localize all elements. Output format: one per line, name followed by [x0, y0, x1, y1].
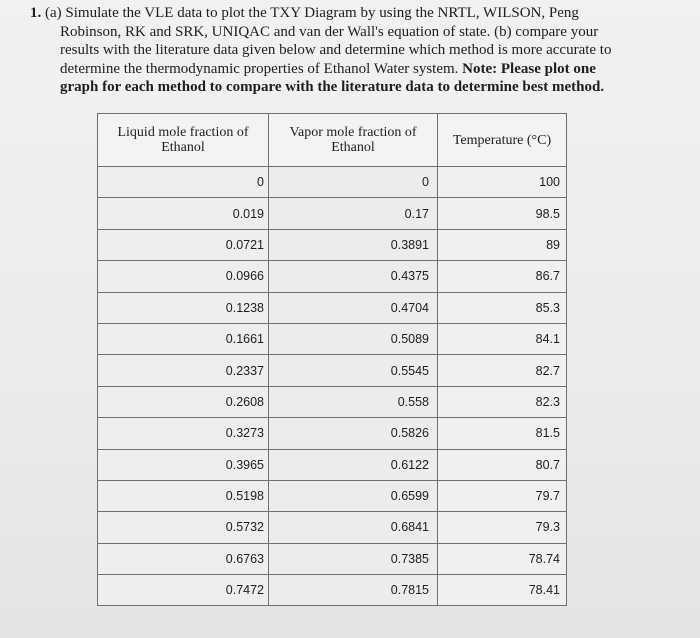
header-liquid-fraction: Liquid mole fraction of Ethanol [98, 114, 269, 167]
cell-liquid-fraction [98, 167, 269, 198]
cell-temperature [438, 480, 567, 511]
cell-vapor-fraction [269, 229, 438, 260]
question-note: Note: Please plot one [462, 60, 596, 77]
cell-value: 0.3965 [225, 457, 264, 472]
cell-temperature [438, 261, 567, 292]
cell-temperature [438, 198, 567, 229]
cell-value: 0.5826 [390, 426, 429, 441]
cell-vapor-fraction [269, 575, 438, 606]
cell-vapor-fraction [269, 512, 438, 543]
cell-value: 0.1661 [225, 332, 264, 347]
cell-value: 0.0721 [225, 237, 264, 252]
cell-liquid-fraction [98, 198, 269, 229]
cell-liquid-fraction [98, 229, 269, 260]
cell-vapor-fraction [269, 292, 438, 323]
cell-value: 0.019 [232, 206, 264, 221]
cell-value: 80.7 [535, 457, 560, 472]
vle-table [97, 113, 567, 606]
cell-value: 0.6122 [390, 457, 429, 472]
table-row [98, 355, 567, 386]
cell-value: 78.41 [528, 583, 560, 598]
cell-temperature [438, 386, 567, 417]
cell-vapor-fraction [269, 543, 438, 574]
question-line-2: Robinson, RK and SRK, UNIQAC and van der Wall's equation of state. (b) compare your [60, 23, 599, 40]
cell-value: 0.2608 [225, 394, 264, 409]
cell-vapor-fraction [269, 386, 438, 417]
cell-value: 82.7 [535, 363, 560, 378]
table-body [98, 167, 567, 606]
cell-value: 89 [546, 237, 560, 252]
question-line-4-text: determine the thermodynamic properties of Ethanol Water system. [60, 60, 459, 77]
cell-vapor-fraction [269, 418, 438, 449]
cell-liquid-fraction [98, 323, 269, 354]
question-line-4 [30, 60, 635, 79]
cell-vapor-fraction [269, 449, 438, 480]
literature-data-table [97, 113, 567, 606]
cell-value: 0.0966 [225, 269, 264, 284]
question-line-1 [30, 4, 635, 23]
table-header-row [98, 114, 567, 167]
cell-value: 0.5198 [225, 489, 264, 504]
table-row [98, 418, 567, 449]
cell-value: 79.3 [535, 520, 560, 535]
cell-vapor-fraction [269, 261, 438, 292]
cell-value: 0.5089 [390, 332, 429, 347]
cell-value: 0.6599 [390, 489, 429, 504]
cell-value: 84.1 [535, 332, 560, 347]
cell-liquid-fraction [98, 261, 269, 292]
cell-temperature [438, 167, 567, 198]
question-number: 1. [30, 5, 42, 21]
cell-value: 0.558 [397, 394, 429, 409]
cell-vapor-fraction [269, 167, 438, 198]
cell-temperature [438, 512, 567, 543]
question-line-5: graph for each method to compare with the literature data to determine best method. [60, 79, 605, 96]
cell-liquid-fraction [98, 292, 269, 323]
cell-value: 0.4704 [390, 300, 429, 315]
cell-value: 78.74 [528, 551, 560, 566]
cell-value: 0.6841 [390, 520, 429, 535]
cell-value: 0.17 [404, 206, 429, 221]
table-row [98, 167, 567, 198]
cell-value: 0.3891 [390, 237, 429, 252]
cell-value: 0.5545 [390, 363, 429, 378]
question-text [30, 4, 635, 97]
table-row [98, 512, 567, 543]
cell-value: 86.7 [535, 269, 560, 284]
table-row [98, 198, 567, 229]
cell-value: 0.1238 [225, 300, 264, 315]
cell-value: 79.7 [535, 489, 560, 504]
cell-value: 0.3273 [225, 426, 264, 441]
table-row [98, 261, 567, 292]
cell-temperature [438, 543, 567, 574]
header-temperature: Temperature (°C) [438, 114, 567, 167]
cell-liquid-fraction [98, 512, 269, 543]
cell-temperature [438, 292, 567, 323]
cell-value: 0.2337 [225, 363, 264, 378]
cell-vapor-fraction [269, 355, 438, 386]
table-row [98, 449, 567, 480]
cell-liquid-fraction [98, 418, 269, 449]
table-row [98, 575, 567, 606]
cell-temperature [438, 323, 567, 354]
table-row [98, 543, 567, 574]
cell-value: 81.5 [535, 426, 560, 441]
cell-value: 0 [257, 175, 264, 190]
cell-value: 98.5 [535, 206, 560, 221]
cell-value: 85.3 [535, 300, 560, 315]
cell-temperature [438, 449, 567, 480]
cell-value: 0.7472 [225, 583, 264, 598]
table-row [98, 323, 567, 354]
table-row [98, 386, 567, 417]
cell-value: 100 [539, 175, 560, 190]
cell-vapor-fraction [269, 198, 438, 229]
cell-temperature [438, 355, 567, 386]
header-vapor-fraction: Vapor mole fraction of Ethanol [269, 114, 438, 167]
table-row [98, 229, 567, 260]
cell-value: 0.7815 [390, 583, 429, 598]
cell-liquid-fraction [98, 480, 269, 511]
table-row [98, 292, 567, 323]
cell-value: 0 [422, 175, 429, 190]
table-row [98, 480, 567, 511]
cell-liquid-fraction [98, 575, 269, 606]
cell-value: 82.3 [535, 394, 560, 409]
cell-temperature [438, 418, 567, 449]
cell-liquid-fraction [98, 355, 269, 386]
cell-value: 0.5732 [225, 520, 264, 535]
cell-temperature [438, 229, 567, 260]
cell-liquid-fraction [98, 386, 269, 417]
cell-liquid-fraction [98, 543, 269, 574]
question-line-3: results with the literature data given below and determine which method is more accurate to [60, 42, 612, 59]
cell-value: 0.7385 [390, 551, 429, 566]
cell-temperature [438, 575, 567, 606]
cell-liquid-fraction [98, 449, 269, 480]
question-part-a: (a) Simulate the VLE data to plot the TXY Diagram by using the NRTL, WILSON, Peng [45, 5, 579, 21]
cell-value: 0.6763 [225, 551, 264, 566]
cell-value: 0.4375 [390, 269, 429, 284]
cell-vapor-fraction [269, 323, 438, 354]
cell-vapor-fraction [269, 480, 438, 511]
